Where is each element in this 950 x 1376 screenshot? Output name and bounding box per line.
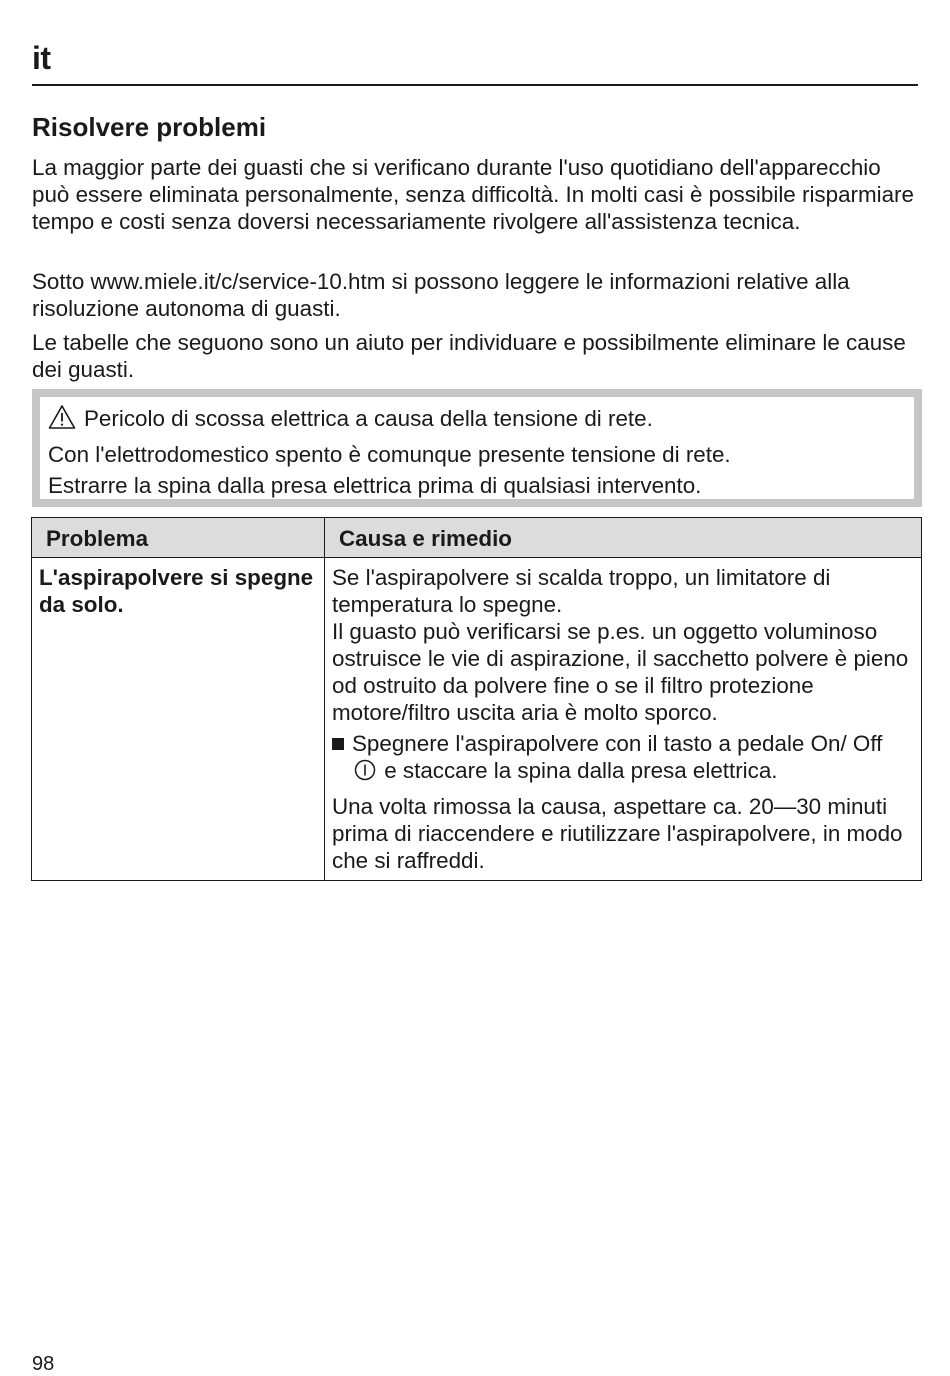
warning-line-2: Con l'elettrodomestico spento è comunque presente tensione di rete. <box>48 441 731 467</box>
page-number: 98 <box>32 1353 55 1375</box>
action-text-after-icon: e staccare la spina dalla presa elettrica. <box>384 758 778 783</box>
troubleshooting-table <box>31 517 922 881</box>
action-bullet <box>332 730 914 787</box>
problem-cell: L'aspirapolvere si spegne da solo. <box>32 558 325 881</box>
intro-paragraph: La maggior parte dei guasti che si verificano durante l'uso quotidiano dell'apparecchio può essere eliminata personalmente, senza difficoltà. In molti casi è possibile risparmiare tempo e costi senza doversi necessariamente rivolgere all'assistenza tecnica. <box>32 155 914 234</box>
warning-line-1 <box>48 403 914 439</box>
warning-line-3: Estrarre la spina dalla presa elettrica prima di qualsiasi intervento. <box>48 473 702 498</box>
cause-cell <box>325 558 922 881</box>
warning-line-1-text: Pericolo di scossa elettrica a causa della tensione di rete. <box>84 406 653 431</box>
service-link-paragraph: Sotto www.miele.it/c/service-10.htm si possono leggere le informazioni relative alla risoluzione autonoma di guasti. <box>32 269 850 321</box>
action-text-before-icon: Spegnere l'aspirapolvere con il tasto a pedale On/ Off <box>352 731 883 756</box>
column-header-cause: Causa e rimedio <box>325 518 922 558</box>
warning-box <box>32 389 922 507</box>
warning-triangle-icon <box>48 404 76 439</box>
cause-paragraph-3: Una volta rimossa la causa, aspettare ca. 20—30 minuti prima di riaccendere e riutilizzare l'aspirapolvere, in modo che si raffreddi. <box>332 794 903 873</box>
table-row <box>32 558 922 881</box>
tables-intro-paragraph: Le tabelle che seguono sono un aiuto per individuare e possibilmente eliminare le cause dei guasti. <box>32 330 906 382</box>
action-text <box>352 730 914 787</box>
table-header-row <box>32 518 922 558</box>
language-label: it <box>32 40 51 76</box>
bullet-square-icon <box>332 738 344 750</box>
section-title: Risolvere problemi <box>32 112 267 142</box>
header-rule <box>32 84 918 86</box>
power-button-icon <box>354 759 376 787</box>
column-header-problem: Problema <box>32 518 325 558</box>
cause-paragraph-1: Se l'aspirapolvere si scalda troppo, un limitatore di temperatura lo spegne. <box>332 565 831 617</box>
cause-paragraph-2: Il guasto può verificarsi se p.es. un oggetto voluminoso ostruisce le vie di aspirazione, il sacchetto polvere è pieno od ostruito da polvere fine o se il filtro protezione motore/filtro uscita aria è molto sporco. <box>332 619 909 725</box>
